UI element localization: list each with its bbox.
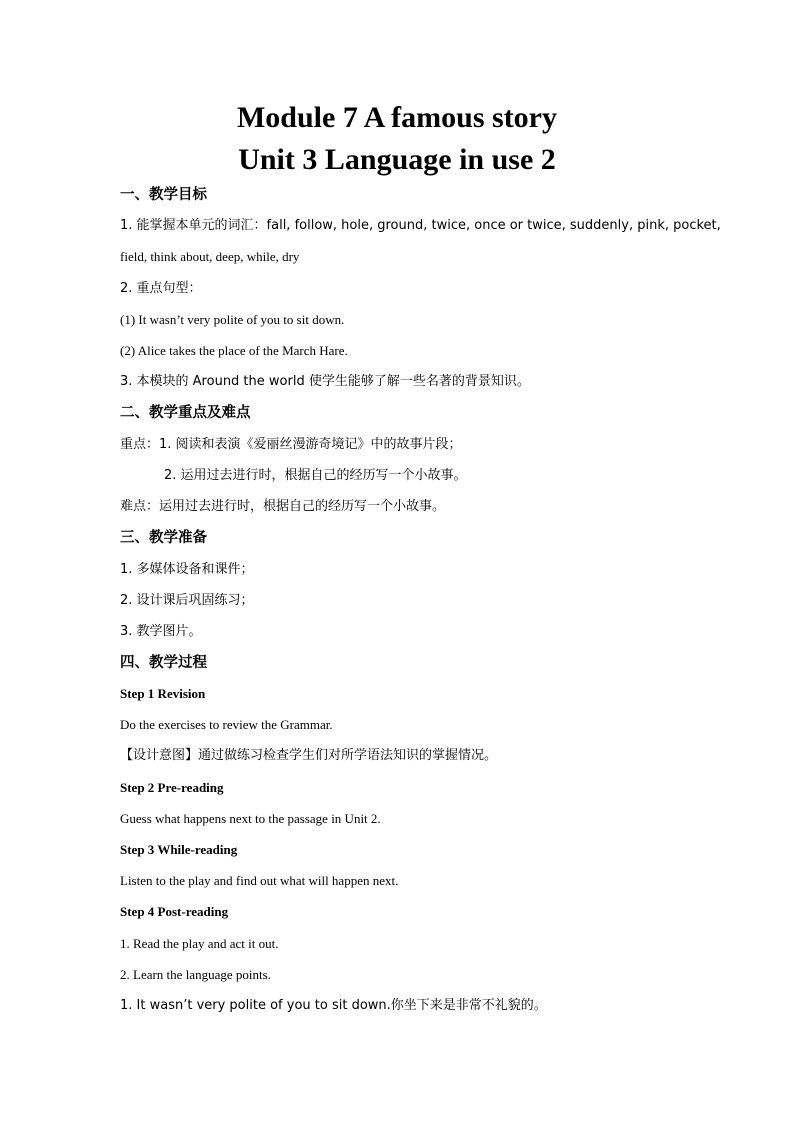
document-title-line1: Module 7 A famous story [236, 101, 557, 134]
step-4-item-2: 2. Learn the language points. [120, 967, 271, 982]
step-4-title: Step 4 Post-reading [120, 904, 229, 919]
objective-item-2: 2. 重点句型： [120, 281, 202, 296]
difficulty-point: 难点：运用过去进行时，根据自己的经历写一个小故事。 [120, 499, 446, 514]
key-sentence-1: (1) It wasn’t very polite of you to sit down. [120, 312, 345, 327]
section-heading-key-points: 二、教学重点及难点 [120, 405, 251, 421]
preparation-item-1: 1. 多媒体设备和课件； [120, 562, 254, 577]
preparation-item-3: 3. 教学图片。 [120, 624, 202, 639]
language-point-1: 1. It wasn’t very polite of you to sit down.你坐下来是非常不礼貌的。 [120, 998, 547, 1013]
design-intent: 【设计意图】通过做练习检查学生们对所学语法知识的掌握情况。 [120, 748, 498, 763]
section-heading-process: 四、教学过程 [120, 655, 207, 671]
step-4-item-1: 1. Read the play and act it out. [120, 936, 279, 951]
step-1-title: Step 1 Revision [120, 686, 206, 701]
section-heading-preparation: 三、教学准备 [120, 530, 207, 546]
step-3-text: Listen to the play and find out what will happen next. [120, 873, 399, 888]
document-title-line2: Unit 3 Language in use 2 [238, 143, 556, 176]
objective-item-1-line-2: field, think about, deep, while, dry [120, 249, 300, 264]
section-heading-objectives: 一、教学目标 [120, 187, 207, 203]
step-2-title: Step 2 Pre-reading [120, 780, 224, 795]
key-point-2: 2. 运用过去进行时，根据自己的经历写一个小故事。 [164, 468, 467, 483]
preparation-item-2: 2. 设计课后巩固练习； [120, 593, 254, 608]
step-2-text: Guess what happens next to the passage in Unit 2. [120, 811, 381, 826]
objective-item-1-line-1: 1. 能掌握本单元的词汇：fall, follow, hole, ground, twice, once or twice, suddenly, pink, pocket, [120, 218, 721, 233]
key-point-1: 重点：1. 阅读和表演《爱丽丝漫游奇境记》中的故事片段； [120, 437, 462, 452]
objective-item-3: 3. 本模块的 Around the world 使学生能够了解一些名著的背景知识。 [120, 374, 530, 389]
key-sentence-2: (2) Alice takes the place of the March Hare. [120, 343, 348, 358]
step-1-text: Do the exercises to review the Grammar. [120, 717, 333, 732]
step-3-title: Step 3 While-reading [120, 842, 238, 857]
